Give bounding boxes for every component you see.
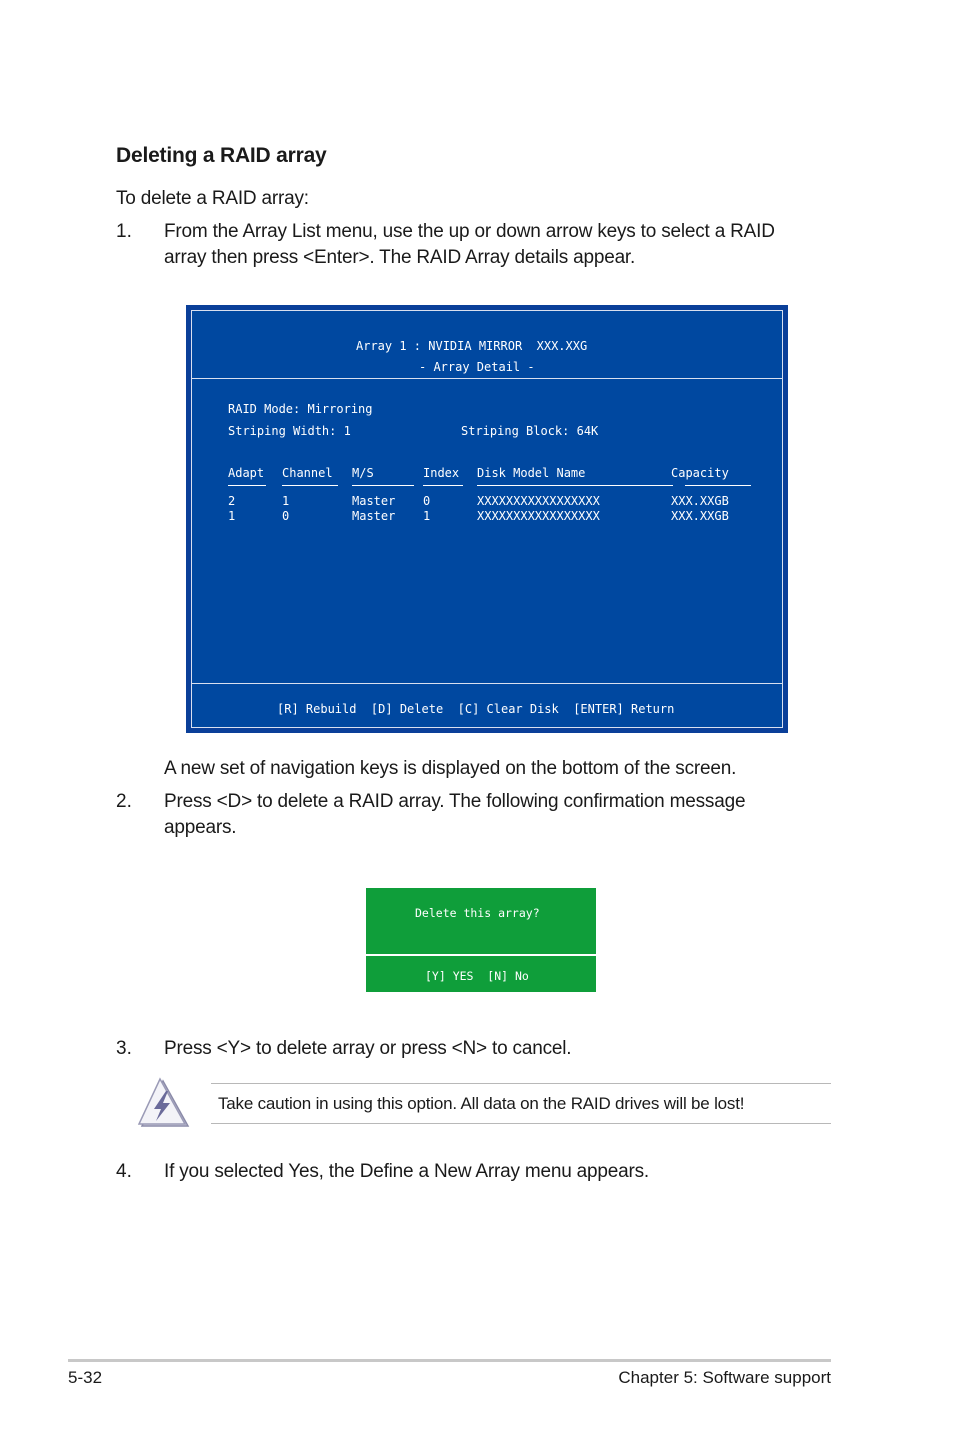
col-capacity: Capacity xyxy=(671,466,729,480)
dialog-question: Delete this array? xyxy=(415,906,540,920)
table-row-1-channel: 1 xyxy=(282,494,290,508)
table-row-1-disk-model: XXXXXXXXXXXXXXXXX xyxy=(477,494,600,508)
table-row-2-adapt: 1 xyxy=(228,509,236,523)
step-3-number: 3. xyxy=(116,1038,132,1059)
table-row-1-ms: Master xyxy=(352,494,396,508)
confirm-dialog-options xyxy=(366,956,596,992)
caution-bottom-rule xyxy=(211,1123,831,1124)
table-row-1-adapt: 2 xyxy=(228,494,236,508)
raid-array-detail-screen xyxy=(186,305,788,733)
array-title: Array 1 : NVIDIA MIRROR XXX.XXG xyxy=(356,339,588,353)
raid-mode: RAID Mode: Mirroring xyxy=(228,402,373,416)
col-underline xyxy=(423,485,463,486)
table-row-2-channel: 0 xyxy=(282,509,290,523)
step-2-number: 2. xyxy=(116,791,132,812)
table-row-2-capacity: XXX.XXGB xyxy=(671,509,729,523)
striping-block: Striping Block: 64K xyxy=(461,424,599,438)
col-channel: Channel xyxy=(282,466,333,480)
array-detail-subtitle: - Array Detail - xyxy=(419,360,535,374)
table-row-2-ms: Master xyxy=(352,509,396,523)
caution-text: Take caution in using this option. All data on the RAID drives will be lost! xyxy=(218,1094,745,1113)
step-2-line-1: Press <D> to delete a RAID array. The following confirmation message xyxy=(164,791,746,812)
header-separator xyxy=(192,378,782,379)
caution-top-rule xyxy=(211,1083,831,1084)
col-underline xyxy=(477,485,673,486)
chapter-title: Chapter 5: Software support xyxy=(618,1368,831,1387)
table-row-1-index: 0 xyxy=(423,494,431,508)
col-underline xyxy=(228,485,266,486)
step-4-number: 4. xyxy=(116,1161,132,1182)
table-row-2-index: 1 xyxy=(423,509,431,523)
col-disk-model: Disk Model Name xyxy=(477,466,586,480)
step-3-line-1: Press <Y> to delete array or press <N> to cancel. xyxy=(164,1038,572,1059)
step-1-number: 1. xyxy=(116,221,132,242)
col-underline xyxy=(352,485,414,486)
table-row-2-disk-model: XXXXXXXXXXXXXXXXX xyxy=(477,509,600,523)
step-2-line-2: appears. xyxy=(164,817,237,838)
step-1-line-1: From the Array List menu, use the up or down arrow keys to select a RAID xyxy=(164,221,775,242)
confirm-dialog-message xyxy=(366,888,596,954)
footer-separator xyxy=(192,683,782,684)
col-adapt: Adapt xyxy=(228,466,265,480)
warning-triangle-icon xyxy=(136,1077,192,1129)
footer-rule xyxy=(68,1359,831,1362)
page-number: 5-32 xyxy=(68,1368,103,1387)
step-4-line-1: If you selected Yes, the Define a New Array menu appears. xyxy=(164,1161,650,1182)
bios-panel xyxy=(191,310,783,728)
navigation-keys: [R] Rebuild [D] Delete [C] Clear Disk [ENTER] Return xyxy=(277,702,675,716)
intro-text: To delete a RAID array: xyxy=(116,188,309,209)
col-ms: M/S xyxy=(352,466,374,480)
table-row-1-capacity: XXX.XXGB xyxy=(671,494,729,508)
section-title: Deleting a RAID array xyxy=(116,144,327,167)
col-underline xyxy=(685,485,751,486)
col-index: Index xyxy=(423,466,460,480)
dialog-options: [Y] YES [N] No xyxy=(425,969,529,983)
note-after-screen: A new set of navigation keys is displayed on the bottom of the screen. xyxy=(164,758,737,779)
striping-width: Striping Width: 1 xyxy=(228,424,351,438)
col-underline xyxy=(282,485,338,486)
step-1-line-2: array then press <Enter>. The RAID Array details appear. xyxy=(164,247,636,268)
